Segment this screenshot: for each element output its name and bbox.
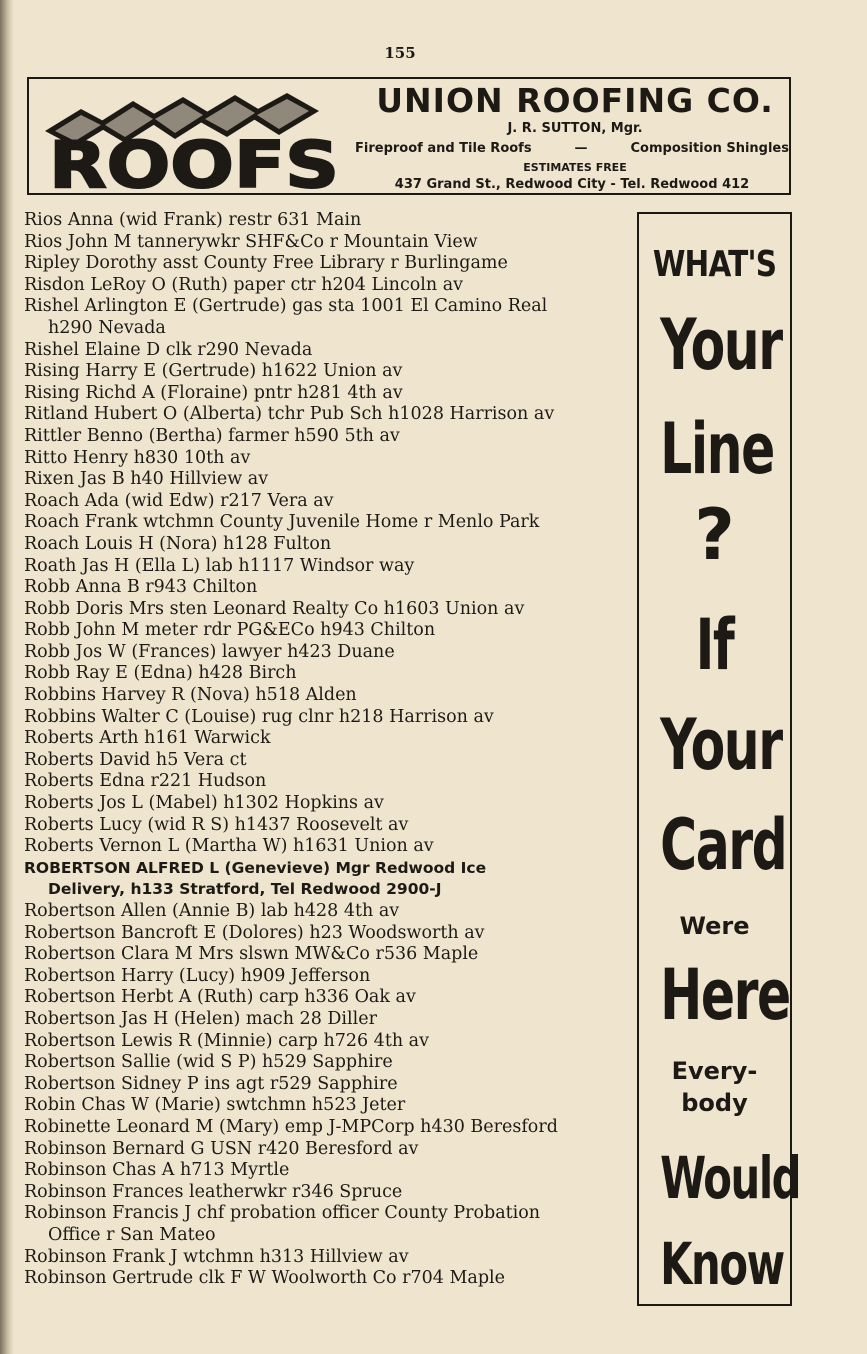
directory-entry <box>24 966 624 988</box>
directory-entry <box>24 404 624 426</box>
roofs-logo-art <box>41 91 351 191</box>
entry-text: Rising Harry E (Gertrude) h1622 Union av <box>24 361 403 382</box>
company-name: UNION ROOFING CO. <box>376 81 774 120</box>
directory-entry <box>24 987 624 1009</box>
directory-entry <box>24 1074 624 1096</box>
directory-entry <box>24 556 624 578</box>
directory-entry <box>24 685 624 707</box>
directory-entry <box>24 534 624 556</box>
entry-text: Robertson Jas H (Helen) mach 28 Diller <box>24 1008 377 1029</box>
page-binding-shadow <box>0 0 14 1354</box>
directory-listing <box>24 210 624 1290</box>
ad-word-whats: WHAT'S <box>652 244 777 285</box>
entry-text: Robb Ray E (Edna) h428 Birch <box>24 663 297 684</box>
directory-entry <box>24 1182 624 1204</box>
directory-entry <box>24 491 624 513</box>
entry-text: Roberts Jos L (Mabel) h1302 Hopkins av <box>24 793 384 814</box>
directory-entry <box>24 599 624 621</box>
directory-entry <box>24 944 624 966</box>
directory-entry <box>24 275 624 297</box>
entry-text: Robin Chas W (Marie) swtchmn h523 Jeter <box>24 1095 406 1116</box>
directory-entry <box>24 253 624 275</box>
entry-text: Rios Anna (wid Frank) restr 631 Main <box>24 210 362 230</box>
page-number: 155 <box>384 44 416 62</box>
directory-entry <box>24 1268 624 1290</box>
directory-entry <box>24 448 624 470</box>
entry-text: Roach Ada (wid Edw) r217 Vera av <box>24 490 334 511</box>
ad-word-here: Here <box>660 954 790 1036</box>
directory-entry <box>24 383 624 405</box>
entry-text: Rittler Benno (Bertha) farmer h590 5th av <box>24 425 400 446</box>
services-line <box>355 141 789 156</box>
entry-text: Robertson Sallie (wid S P) h529 Sapphire <box>24 1052 393 1073</box>
entry-continuation: Office r San Mateo <box>48 1224 216 1245</box>
entry-text: Risdon LeRoy O (Ruth) paper ctr h204 Lincoln av <box>24 274 464 295</box>
entry-continuation: Delivery, h133 Stratford, Tel Redwood 2900-J <box>48 880 442 899</box>
entry-text: Robb Jos W (Frances) lawyer h423 Duane <box>24 641 395 662</box>
entry-text: Rios John M tannerywkr SHF&Co r Mountain View <box>24 231 478 252</box>
entry-text: Robinson Gertrude clk F W Woolworth Co r704 Maple <box>24 1268 505 1289</box>
roofs-logo-text: ROOFS <box>49 129 339 191</box>
estimates-line: ESTIMATES FREE <box>523 161 627 174</box>
service-right: Composition Shingles <box>630 141 789 156</box>
ad-word-card: Card <box>660 804 787 886</box>
entry-text: Roberts Lucy (wid R S) h1437 Roosevelt av <box>24 814 409 835</box>
directory-entry <box>24 296 624 339</box>
directory-entry <box>24 1203 624 1246</box>
directory-entry <box>24 620 624 642</box>
directory-entry <box>24 1009 624 1031</box>
directory-entry <box>24 340 624 362</box>
entry-text: Rishel Arlington E (Gertrude) gas sta 1001 El Camino Real <box>24 296 548 317</box>
entry-text: ROBERTSON ALFRED L (Genevieve) Mgr Redwood Ice <box>24 858 487 877</box>
ad-word-if: If <box>695 604 734 686</box>
entry-text: Robb John M meter rdr PG&ECo h943 Chilton <box>24 620 436 641</box>
entry-text: Roath Jas H (Ella L) lab h1117 Windsor way <box>24 555 415 576</box>
directory-entry <box>24 1052 624 1074</box>
entry-text: Ripley Dorothy asst County Free Library r Burlingame <box>24 253 508 274</box>
directory-entry <box>24 361 624 383</box>
directory-entry <box>24 750 624 772</box>
directory-entry <box>24 1247 624 1269</box>
service-left: Fireproof and Tile Roofs <box>355 141 532 156</box>
directory-entry <box>24 858 624 901</box>
entry-text: Roberts Edna r221 Hudson <box>24 771 267 792</box>
side-advertisement <box>637 212 801 1306</box>
entry-text: Robinson Bernard G USN r420 Beresford av <box>24 1138 419 1159</box>
manager-line: J. R. SUTTON, Mgr. <box>507 121 643 136</box>
ad-question-mark: ? <box>694 494 735 576</box>
entry-text: Robinson Francis J chf probation officer County Probation <box>24 1203 541 1224</box>
directory-entry <box>24 512 624 534</box>
ad-word-your: Your <box>660 304 782 386</box>
ad-word-line: Line <box>660 408 774 490</box>
directory-entry <box>24 901 624 923</box>
directory-entry <box>24 210 624 232</box>
entry-text: Robinson Chas A h713 Myrtle <box>24 1160 290 1181</box>
ad-word-know: Know <box>660 1230 784 1298</box>
entry-text: Robertson Lewis R (Minnie) carp h726 4th av <box>24 1030 430 1051</box>
directory-entry <box>24 426 624 448</box>
service-dash: — <box>574 141 588 156</box>
entry-text: Roberts Arth h161 Warwick <box>24 728 271 749</box>
entry-text: Robb Doris Mrs sten Leonard Realty Co h1603 Union av <box>24 598 525 619</box>
ad-word-body: body <box>681 1089 748 1117</box>
entry-text: Robertson Allen (Annie B) lab h428 4th av <box>24 901 400 921</box>
directory-entry <box>24 793 624 815</box>
entry-text: Roberts Vernon L (Martha W) h1631 Union av <box>24 836 434 857</box>
entry-text: Robertson Herbt A (Ruth) carp h336 Oak av <box>24 987 416 1008</box>
entry-text: Rixen Jas B h40 Hillview av <box>24 469 269 490</box>
entry-text: Robbins Walter C (Louise) rug clnr h218 Harrison av <box>24 706 494 727</box>
directory-entry <box>24 232 624 254</box>
entry-text: Ritland Hubert O (Alberta) tchr Pub Sch h1028 Harrison av <box>24 404 555 425</box>
entry-text: Roberts David h5 Vera ct <box>24 749 247 770</box>
entry-text: Robertson Bancroft E (Dolores) h23 Woodsworth av <box>24 922 485 943</box>
entry-text: Ritto Henry h830 10th av <box>24 447 251 468</box>
entry-text: Robertson Harry (Lucy) h909 Jefferson <box>24 965 371 986</box>
entry-text: Robbins Harvey R (Nova) h518 Alden <box>24 685 357 706</box>
entry-text: Roach Louis H (Nora) h128 Fulton <box>24 533 332 554</box>
directory-entry <box>24 577 624 599</box>
directory-entry <box>24 923 624 945</box>
union-roofing-advertisement <box>27 77 791 195</box>
directory-entry <box>24 642 624 664</box>
entry-text: Rising Richd A (Floraine) pntr h281 4th av <box>24 382 403 403</box>
directory-entry <box>24 469 624 491</box>
entry-text: Roach Frank wtchmn County Juvenile Home r Menlo Park <box>24 512 540 533</box>
directory-entry <box>24 771 624 793</box>
entry-text: Robinson Frank J wtchmn h313 Hillview av <box>24 1246 409 1267</box>
directory-entry <box>24 1139 624 1161</box>
directory-entry <box>24 815 624 837</box>
entry-text: Robinette Leonard M (Mary) emp J-MPCorp h430 Beresford <box>24 1116 558 1137</box>
ad-word-were: Were <box>679 912 750 940</box>
directory-entry <box>24 728 624 750</box>
directory-entry <box>24 1160 624 1182</box>
entry-text: Robinson Frances leatherwkr r346 Spruce <box>24 1181 403 1202</box>
directory-entry <box>24 1095 624 1117</box>
ad-word-would: Would <box>660 1144 801 1212</box>
entry-text: Robertson Sidney P ins agt r529 Sapphire <box>24 1073 398 1094</box>
directory-entry <box>24 707 624 729</box>
ad-word-every: Every- <box>671 1057 758 1085</box>
directory-entry <box>24 836 624 858</box>
entry-text: Robertson Clara M Mrs slswn MW&Co r536 Maple <box>24 944 479 965</box>
directory-entry <box>24 663 624 685</box>
address-line: 437 Grand St., Redwood City - Tel. Redwood 412 <box>394 177 750 192</box>
entry-continuation: h290 Nevada <box>48 317 166 338</box>
entry-text: Rishel Elaine D clk r290 Nevada <box>24 339 313 360</box>
ad-word-your-2: Your <box>660 704 782 786</box>
directory-entry <box>24 1117 624 1139</box>
entry-text: Robb Anna B r943 Chilton <box>24 577 258 598</box>
directory-entry <box>24 1031 624 1053</box>
